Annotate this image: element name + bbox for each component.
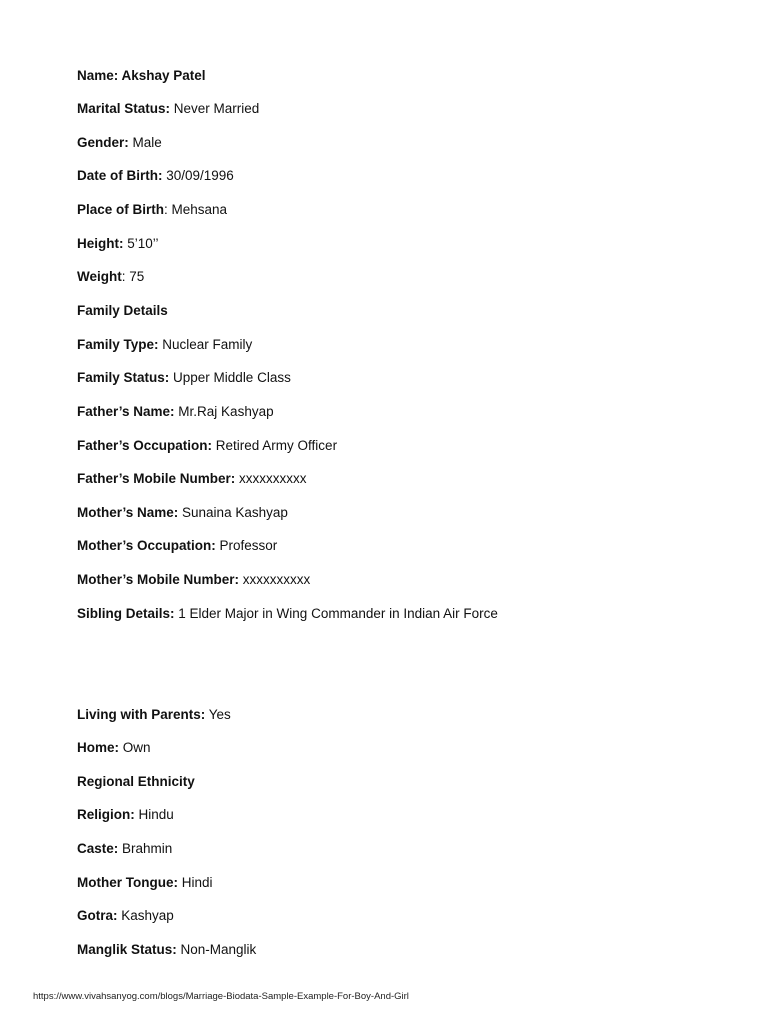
field-label: Date of Birth: xyxy=(77,168,163,183)
field-value: Professor xyxy=(215,538,278,553)
section-heading: Family Details xyxy=(77,303,168,318)
field-value: Brahmin xyxy=(118,841,173,856)
field-label: Name: Akshay Patel xyxy=(77,68,206,83)
field-value: Non-Manglik xyxy=(176,942,257,957)
field-sibling-details xyxy=(77,606,498,622)
field-height xyxy=(77,236,159,252)
field-label: Father’s Occupation: xyxy=(77,438,213,453)
field-value: Hindi xyxy=(177,875,213,890)
field-fathers-name xyxy=(77,404,274,420)
field-label: Gotra: xyxy=(77,908,118,923)
field-label: Father’s Mobile Number: xyxy=(77,471,236,486)
field-caste xyxy=(77,841,172,857)
field-family-type xyxy=(77,337,252,353)
field-living-with-parents xyxy=(77,707,231,723)
field-value: Retired Army Officer xyxy=(212,438,338,453)
field-value: Sunaina Kashyap xyxy=(178,505,288,520)
field-value: 30/09/1996 xyxy=(162,168,234,183)
field-value: Hindu xyxy=(134,807,174,822)
field-value: Own xyxy=(119,740,151,755)
field-home xyxy=(77,740,151,756)
field-label: Mother Tongue: xyxy=(77,875,178,890)
field-value: Yes xyxy=(205,707,231,722)
section-heading: Regional Ethnicity xyxy=(77,774,195,789)
field-value: xxxxxxxxxx xyxy=(239,572,311,587)
field-manglik-status xyxy=(77,942,256,958)
field-weight xyxy=(77,269,144,285)
field-label: Religion: xyxy=(77,807,135,822)
field-gotra xyxy=(77,908,174,924)
field-value: Mr.Raj Kashyap xyxy=(174,404,274,419)
field-label: Sibling Details: xyxy=(77,606,175,621)
field-fathers-occupation xyxy=(77,438,337,454)
field-label: Place of Birth xyxy=(77,202,165,217)
field-mothers-occupation xyxy=(77,538,277,554)
field-place-of-birth xyxy=(77,202,227,218)
field-value: : 75 xyxy=(121,269,145,284)
field-label: Height: xyxy=(77,236,124,251)
field-mothers-name xyxy=(77,505,288,521)
field-label: Manglik Status: xyxy=(77,942,177,957)
field-value: Upper Middle Class xyxy=(169,370,291,385)
field-value: xxxxxxxxxx xyxy=(235,471,307,486)
field-label: Family Status: xyxy=(77,370,170,385)
field-family-status xyxy=(77,370,291,386)
field-mother-tongue xyxy=(77,875,213,891)
field-value: Male xyxy=(128,135,162,150)
field-label: Marital Status: xyxy=(77,101,171,116)
field-name xyxy=(77,68,206,84)
field-value: 1 Elder Major in Wing Commander in Indian Air Force xyxy=(174,606,498,621)
field-value: 5’10’’ xyxy=(123,236,159,251)
field-value: : Mehsana xyxy=(164,202,228,217)
field-label: Father’s Name: xyxy=(77,404,175,419)
section-regional-ethnicity xyxy=(77,774,195,790)
field-marital-status xyxy=(77,101,259,117)
field-value: Kashyap xyxy=(117,908,174,923)
field-label: Home: xyxy=(77,740,120,755)
field-label: Family Type: xyxy=(77,337,159,352)
field-value: Nuclear Family xyxy=(158,337,253,352)
field-label: Caste: xyxy=(77,841,119,856)
field-label: Weight xyxy=(77,269,122,284)
field-religion xyxy=(77,807,174,823)
field-label: Gender: xyxy=(77,135,129,150)
section-family-details xyxy=(77,303,168,319)
field-label: Mother’s Mobile Number: xyxy=(77,572,240,587)
field-date-of-birth xyxy=(77,168,234,184)
field-label: Living with Parents: xyxy=(77,707,206,722)
field-label: Mother’s Occupation: xyxy=(77,538,216,553)
field-label: Mother’s Name: xyxy=(77,505,179,520)
field-value: Never Married xyxy=(170,101,260,116)
field-mothers-mobile xyxy=(77,572,310,588)
footer-url: https://www.vivahsanyog.com/blogs/Marriage-Biodata-Sample-Example-For-Boy-And-Girl xyxy=(33,991,409,1002)
field-fathers-mobile xyxy=(77,471,307,487)
field-gender xyxy=(77,135,162,151)
